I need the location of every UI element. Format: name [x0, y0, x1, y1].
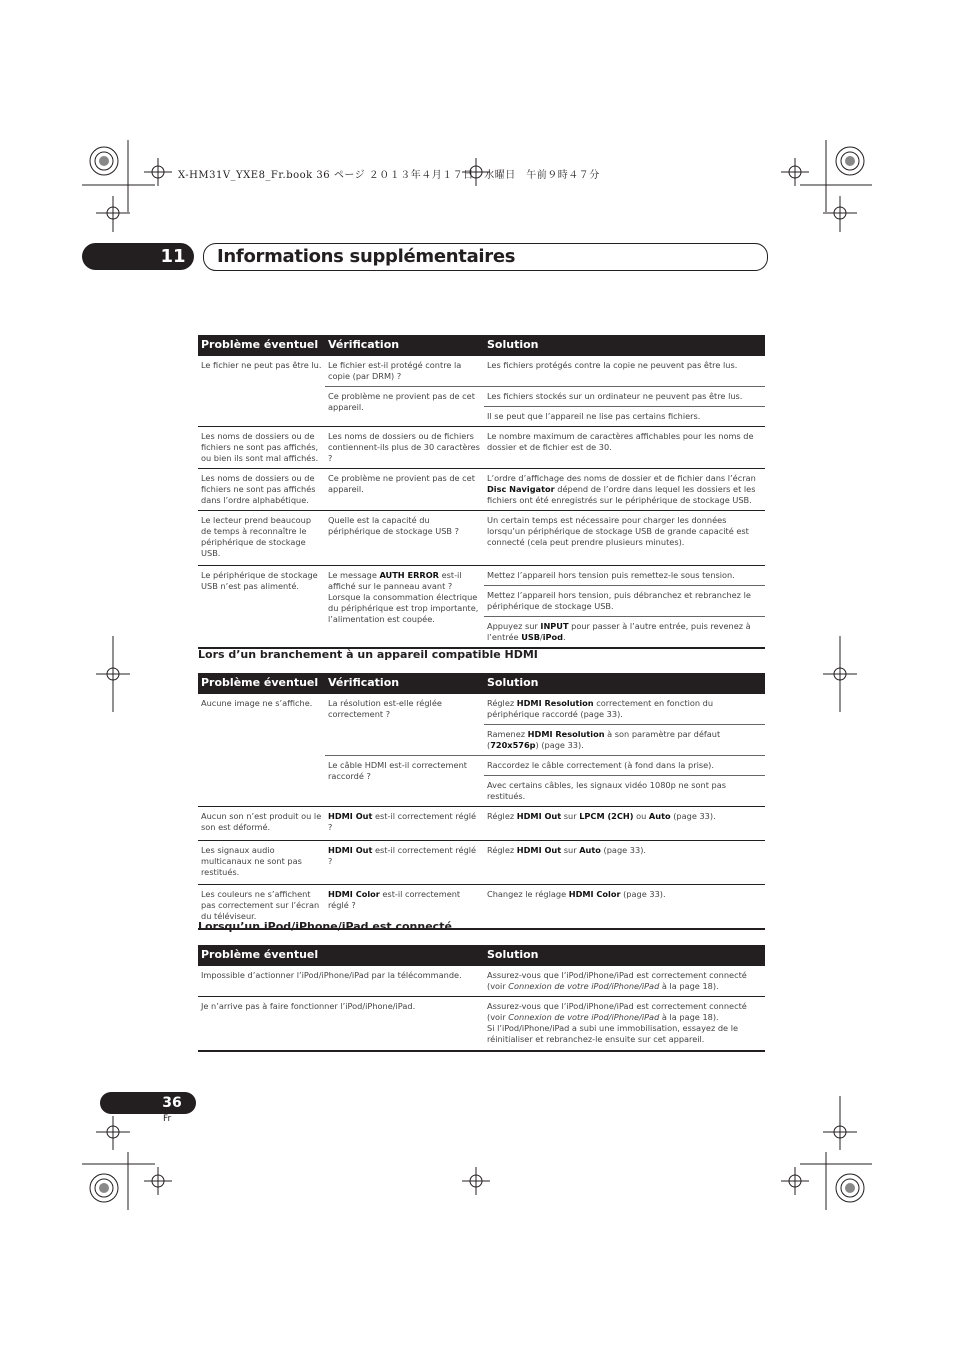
check-cell: La résolution est-elle réglée correctement ?: [325, 694, 484, 756]
table-row: [198, 694, 765, 725]
header-solution: Solution: [484, 945, 765, 966]
problem-cell: Aucune image ne s’affiche.: [198, 694, 325, 807]
solution-cell: Ramenez HDMI Resolution à son paramètre par défaut (720x576p) (page 33).: [484, 725, 765, 756]
table-header-row: [198, 945, 765, 966]
solution-cell: Raccordez le câble correctement (à fond dans la prise).: [484, 756, 765, 776]
table-row: [198, 807, 765, 841]
problem-cell: Le fichier ne peut pas être lu.: [198, 356, 325, 427]
table-row: [198, 966, 765, 997]
solution-cell: Appuyez sur INPUT pour passer à l’autre entrée, puis revenez à l’entrée USB/iPod.: [484, 617, 765, 649]
solution-cell: L’ordre d’affichage des noms de dossier et de fichier dans l’écran Disc Navigator dépend de l’ordre dans lequel les dossiers et les fichiers ont été enregistrés sur le périphérique de stockage USB.: [484, 469, 765, 511]
check-cell: Le fichier est-il protégé contre la copie (par DRM) ?: [325, 356, 484, 387]
solution-cell: Réglez HDMI Resolution correctement en fonction du périphérique raccordé (page 33).: [484, 694, 765, 725]
problem-cell: Je n’arrive pas à faire fonctionner l’iPod/iPhone/iPad.: [198, 997, 484, 1052]
table-header-row: [198, 673, 765, 694]
print-header: X-HM31V_YXE8_Fr.book 36 ページ ２０１３年４月１７日 水曜日 午前９時４７分: [178, 170, 600, 181]
check-cell: Ce problème ne provient pas de cet appareil.: [325, 387, 484, 427]
page-language: Fr: [163, 1114, 172, 1124]
solution-cell: Les fichiers protégés contre la copie ne peuvent pas être lus.: [484, 356, 765, 387]
table-row: [198, 427, 765, 469]
section-title-ipod: Lorsqu’un iPod/iPhone/iPad est connecté: [198, 920, 452, 933]
problem-cell: Le lecteur prend beaucoup de temps à reconnaître le périphérique de stockage USB.: [198, 511, 325, 566]
solution-cell: Mettez l’appareil hors tension, puis débranchez et rebranchez le périphérique de stockage USB.: [484, 586, 765, 617]
header-check: Vérification: [325, 335, 484, 356]
header-solution: Solution: [484, 673, 765, 694]
solution-cell: Réglez HDMI Out sur Auto (page 33).: [484, 841, 765, 885]
problem-cell: Le périphérique de stockage USB n’est pas alimenté.: [198, 566, 325, 649]
header-problem: Problème éventuel: [198, 335, 325, 356]
solution-cell: Assurez-vous que l’iPod/iPhone/iPad est correctement connecté (voir Connexion de votre iPod/iPhone/iPad à la page 18).: [484, 966, 765, 997]
solution-cell: Assurez-vous que l’iPod/iPhone/iPad est correctement connecté (voir Connexion de votre iPod/iPhone/iPad à la page 18). Si l’iPod/iPhone/iPad a subi une immobilisation, essayez de le réinitialiser et rebranchez-le ensuite sur cet appareil.: [484, 997, 765, 1052]
solution-cell: Avec certains câbles, les signaux vidéo 1080p ne sont pas restitués.: [484, 776, 765, 807]
check-cell: Quelle est la capacité du périphérique de stockage USB ?: [325, 511, 484, 566]
table-row: [198, 997, 765, 1052]
solution-cell: Réglez HDMI Out sur LPCM (2CH) ou Auto (page 33).: [484, 807, 765, 841]
chapter-title: Informations supplémentaires: [217, 246, 516, 267]
check-cell: Les noms de dossiers ou de fichiers contiennent-ils plus de 30 caractères ?: [325, 427, 484, 469]
header-problem: Problème éventuel: [198, 945, 484, 966]
table-row: [198, 469, 765, 511]
solution-cell: Les fichiers stockés sur un ordinateur ne peuvent pas être lus.: [484, 387, 765, 407]
header-solution: Solution: [484, 335, 765, 356]
section-title-hdmi: Lors d’un branchement à un appareil compatible HDMI: [198, 648, 538, 661]
table-header-row: [198, 335, 765, 356]
solution-cell: Il se peut que l’appareil ne lise pas certains fichiers.: [484, 407, 765, 427]
problem-cell: Les noms de dossiers ou de fichiers ne sont pas affichés dans l’ordre alphabétique.: [198, 469, 325, 511]
check-cell: HDMI Color est-il correctement réglé ?: [325, 885, 484, 930]
problem-cell: Les signaux audio multicanaux ne sont pas restitués.: [198, 841, 325, 885]
chapter-number: 11: [160, 246, 186, 267]
header-problem: Problème éventuel: [198, 673, 325, 694]
table-row: [198, 566, 765, 586]
table-row: [198, 356, 765, 387]
solution-cell: Mettez l’appareil hors tension puis remettez-le sous tension.: [484, 566, 765, 586]
page-number: 36: [162, 1095, 182, 1111]
check-cell: Ce problème ne provient pas de cet appareil.: [325, 469, 484, 511]
check-cell: HDMI Out est-il correctement réglé ?: [325, 807, 484, 841]
hdmi-troubleshooting-table: [198, 673, 765, 930]
problem-cell: Impossible d’actionner l’iPod/iPhone/iPad par la télécommande.: [198, 966, 484, 997]
check-cell: HDMI Out est-il correctement réglé ?: [325, 841, 484, 885]
solution-cell: Un certain temps est nécessaire pour charger les données lorsqu’un périphérique de stockage USB de grande capacité est connecté (cela peut prendre plusieurs minutes).: [484, 511, 765, 566]
table-row: [198, 841, 765, 885]
problem-cell: Les couleurs ne s’affichent pas correctement sur l’écran du téléviseur.: [198, 885, 325, 930]
usb-troubleshooting-table: [198, 335, 765, 649]
check-cell: Le message AUTH ERROR est-il affiché sur le panneau avant ? Lorsque la consommation électrique du périphérique est trop importante, l’alimentation est coupée.: [325, 566, 484, 649]
check-cell: Le câble HDMI est-il correctement raccordé ?: [325, 756, 484, 807]
ipod-troubleshooting-table: [198, 945, 765, 1052]
solution-cell: Changez le réglage HDMI Color (page 33).: [484, 885, 765, 930]
table-row: [198, 511, 765, 566]
problem-cell: Les noms de dossiers ou de fichiers ne sont pas affichés, ou bien ils sont mal affichés.: [198, 427, 325, 469]
solution-cell: Le nombre maximum de caractères affichables pour les noms de dossier et de fichier est de 30.: [484, 427, 765, 469]
header-check: Vérification: [325, 673, 484, 694]
problem-cell: Aucun son n’est produit ou le son est déformé.: [198, 807, 325, 841]
